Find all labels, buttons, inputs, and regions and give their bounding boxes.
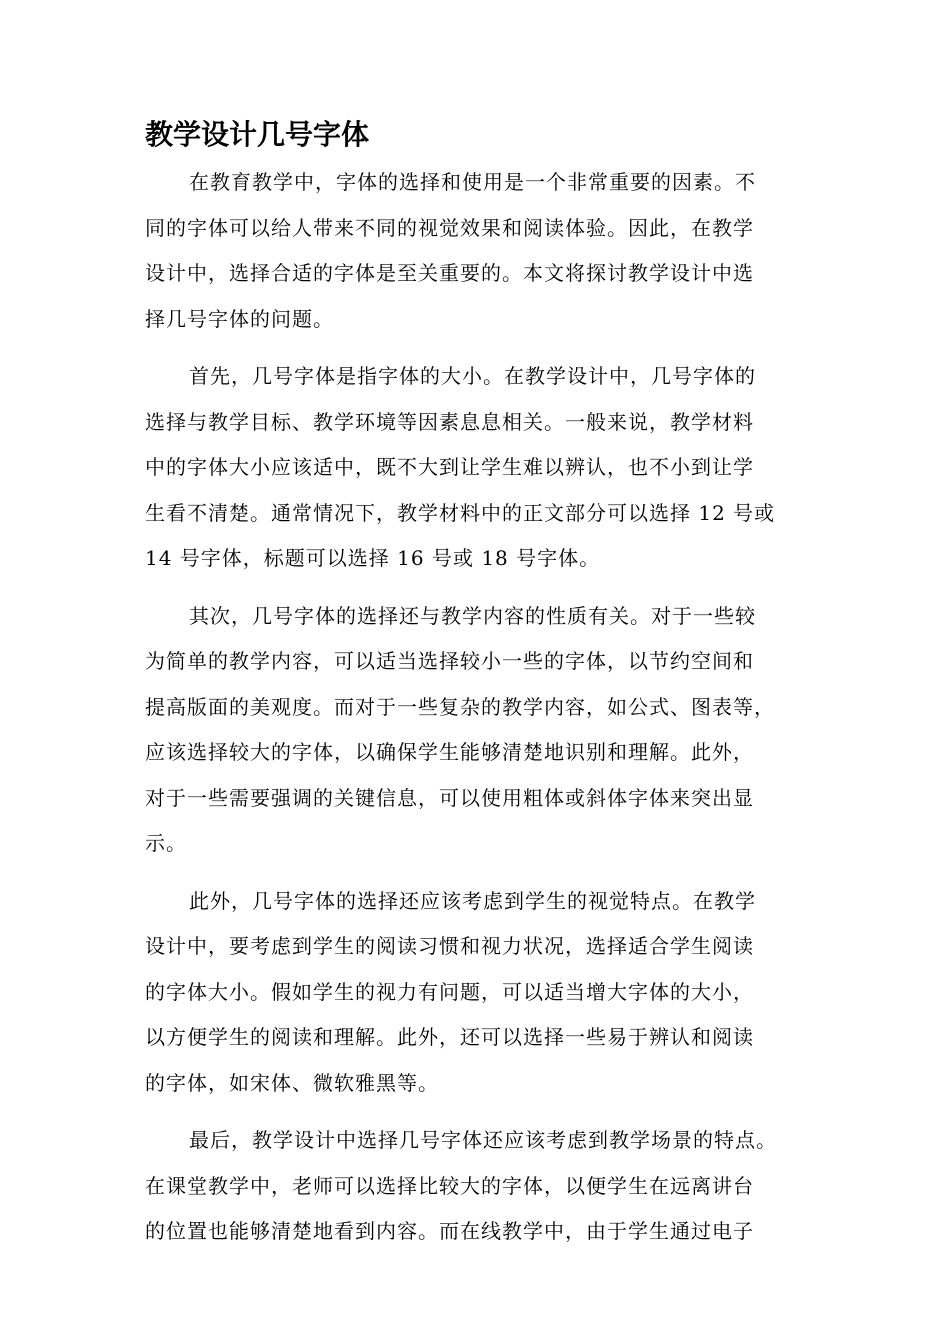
paragraph-line: 示。 xyxy=(145,831,187,855)
paragraph-line: 的字体大小。假如学生的视力有问题，可以适当增大字体的大小， xyxy=(145,979,754,1004)
paragraph-5 xyxy=(145,1118,805,1255)
paragraph-line: 其次，几号字体的选择还与教学内容的性质有关。对于一些较 xyxy=(189,603,756,628)
paragraph-1 xyxy=(145,160,805,342)
paragraph-line: 在课堂教学中，老师可以选择比较大的字体，以便学生在远离讲台 xyxy=(145,1173,754,1198)
paragraph-line: 此外，几号字体的选择还应该考虑到学生的视觉特点。在教学 xyxy=(189,888,756,913)
paragraph-line: 选择与教学目标、教学环境等因素息息相关。一般来说，教学材料 xyxy=(145,409,754,434)
paragraph-line: 生看不清楚。通常情况下，教学材料中的正文部分可以选择 12 号或 xyxy=(145,500,776,525)
paragraph-3 xyxy=(145,594,805,867)
paragraph-line: 应该选择较大的字体，以确保学生能够清楚地识别和理解。此外， xyxy=(145,740,754,764)
paragraph-line: 对于一些需要强调的关键信息，可以使用粗体或斜体字体来突出显 xyxy=(145,785,754,810)
paragraph-line: 为简单的教学内容，可以适当选择较小一些的字体，以节约空间和 xyxy=(145,649,754,673)
paragraph-line: 的位置也能够清楚地看到内容。而在线教学中，由于学生通过电子 xyxy=(145,1219,754,1243)
paragraph-line: 择几号字体的问题。 xyxy=(145,306,334,331)
paragraph-2 xyxy=(145,354,805,582)
paragraph-4 xyxy=(145,879,805,1107)
paragraph-line: 提高版面的美观度。而对于一些复杂的教学内容，如公式、图表等， xyxy=(145,694,775,719)
paragraph-line: 设计中，选择合适的字体是至关重要的。本文将探讨教学设计中选 xyxy=(145,261,754,285)
paragraph-line: 的字体，如宋体、微软雅黑等。 xyxy=(145,1070,439,1095)
paragraph-line: 以方便学生的阅读和理解。此外，还可以选择一些易于辨认和阅读 xyxy=(145,1025,754,1049)
paragraph-line: 设计中，要考虑到学生的阅读习惯和视力状况，选择适合学生阅读 xyxy=(145,934,754,958)
paragraph-line: 同的字体可以给人带来不同的视觉效果和阅读体验。因此，在教学 xyxy=(145,215,754,240)
document-body xyxy=(145,160,805,1267)
paragraph-line: 最后，教学设计中选择几号字体还应该考虑到教学场景的特点。 xyxy=(189,1128,777,1152)
paragraph-line: 14 号字体，标题可以选择 16 号或 18 号字体。 xyxy=(145,546,601,570)
paragraph-line: 首先，几号字体是指字体的大小。在教学设计中，几号字体的 xyxy=(189,364,756,388)
document-title: 教学设计几号字体 xyxy=(145,118,370,151)
paragraph-line: 在教育教学中，字体的选择和使用是一个非常重要的因素。不 xyxy=(189,170,756,194)
paragraph-line: 中的字体大小应该适中，既不大到让学生难以辨认，也不小到让学 xyxy=(145,455,754,479)
